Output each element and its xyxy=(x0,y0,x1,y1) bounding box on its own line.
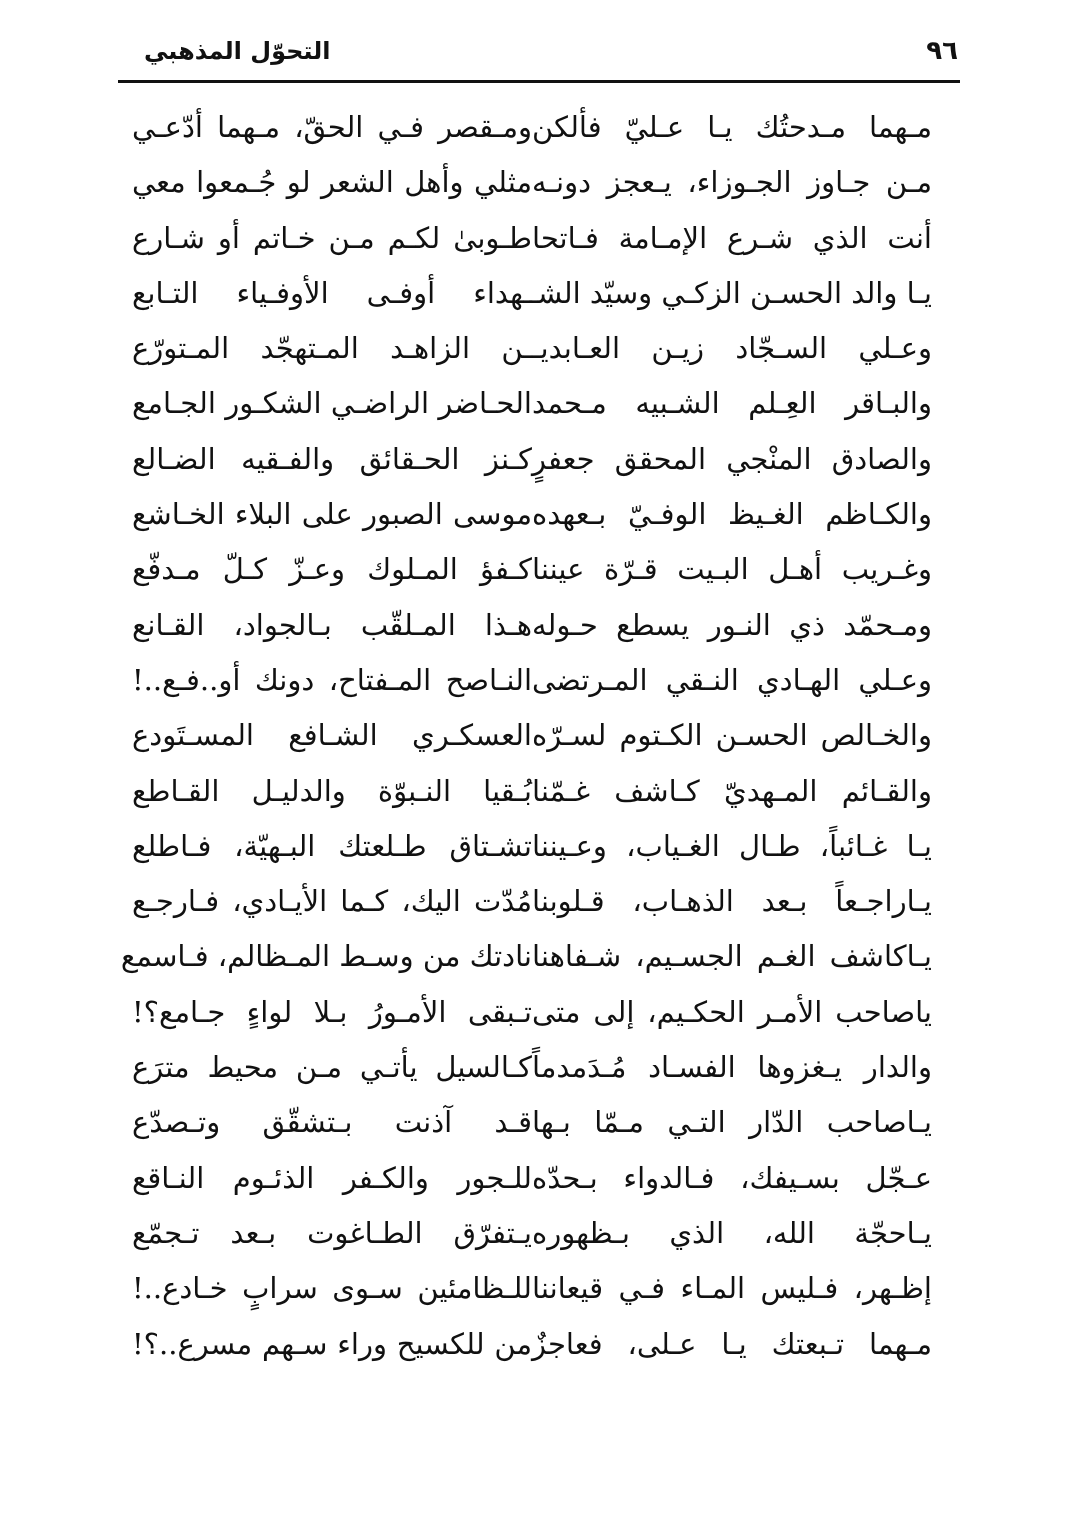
verse-first-hemistich: والقـائم المـهديّ كـاشف غـمّنا xyxy=(532,773,932,808)
poem-body xyxy=(118,100,960,1440)
verse-first-hemistich: أنت الذي شـرع الإمـامة فـاتحا xyxy=(532,220,932,255)
verse-first-hemistich: وعـلي الهـادي النـقي المـرتضى xyxy=(532,662,932,697)
verse-first-hemistich: والكـاظم الغـيظ الوفـيّ بـعهده xyxy=(532,497,932,532)
poem-second-hemistich-column xyxy=(120,100,532,1372)
verse-first-hemistich: يـاصاحب الدّار التـي مـمّا بـها xyxy=(532,1105,932,1140)
running-header xyxy=(118,28,960,83)
verse-second-hemistich: ـهداء أوفـى الأوفـياء التـابع xyxy=(132,275,532,310)
verse-second-hemistich: نادتك من وسـط المـظالم، فـاسمع xyxy=(120,939,532,974)
verse-first-hemistich: مـهما تـبعتك يـا عـلى، فعاجزٌ xyxy=(532,1326,932,1361)
verse-first-hemistich: ياصاحب الأمـر الحكـيم، إلى متى xyxy=(532,994,932,1029)
verse-second-hemistich: الحـاضر الراضـي الشكـور الجـامع xyxy=(132,386,532,421)
verse-second-hemistich: قـد آذنت بـتشقّق وتـصدّع xyxy=(132,1105,532,1140)
verse-first-hemistich: يـاكاشف الغـم الجسـيم، شـفاهنا xyxy=(532,939,932,974)
verse-second-hemistich: كـالسيل يأتـي مـن محيط مترَع xyxy=(132,1050,532,1085)
verse-second-hemistich: ومـقصر فـي الحقّ، مـهما أدّعـي xyxy=(132,110,532,144)
verse-second-hemistich: مُدّت اليك، كـما الأيـادي، فـارجـع xyxy=(132,884,532,919)
verse-second-hemistich: النـاصح المـفتاح، دونك أو..فـع..! xyxy=(132,662,532,697)
verse-second-hemistich: يـتفرّق الطـاغوت بـعد تـجمّع xyxy=(132,1215,532,1250)
verse-second-hemistich: للـظامئين سـوى سرابٍ خـادع..! xyxy=(132,1271,532,1306)
verse-second-hemistich: من للكسيح وراء سـهم مسرع..؟! xyxy=(132,1326,532,1361)
verse-first-hemistich: إظـهر، فـليس المـاء فـي قيعاننا xyxy=(532,1271,932,1306)
verse-second-hemistich: تشـتاق طـلعتك البـهيّة، فـاطلع xyxy=(132,828,532,863)
verse-second-hemistich: ـن الزاهـد المـتهجّد المـتورّع xyxy=(132,331,532,366)
verse-first-hemistich: عـجّل بسـيفك، فـالدواء بـحدّه xyxy=(532,1160,932,1195)
verse-first-hemistich: مـهما مـدحتُك يـا عـليّ فألكن xyxy=(532,110,932,144)
verse-first-hemistich: يـا غـائباً، طـال الغـياب، وعـيننا xyxy=(532,828,932,863)
poem-first-hemistich-column xyxy=(529,100,932,1372)
verse-first-hemistich: يـاحجّة الله، الذي بـظهوره xyxy=(532,1215,932,1250)
verse-first-hemistich: مـن جـاوز الجـوزاء، يـعجز دونـه xyxy=(532,165,932,200)
verse-first-hemistich: والدار يـغزوها الفسـاد مُـدَمدماً xyxy=(532,1050,932,1085)
verse-second-hemistich: كـنز الحـقائق والفـقيه الضـالع xyxy=(132,441,532,476)
verse-first-hemistich: يـاراجـعاً بـعد الذهـاب، قـلوبنا xyxy=(532,884,932,919)
verse-first-hemistich: وغـريب أهـل البـيت قـرّة عيننا xyxy=(532,552,932,587)
verse-second-hemistich: تـبقى الأمـورُ بـلا لواءٍ جـامع؟! xyxy=(132,994,532,1029)
verse-first-hemistich: ومـحمّد ذي النـور يسطع حـوله xyxy=(532,607,932,642)
verse-second-hemistich: العسكـري الشـافع المسـتَودع xyxy=(132,718,532,753)
verse-second-hemistich: كـفؤ المـلوك وعـزّ كـلّ مـدفّع xyxy=(132,552,532,587)
page-number: ٩٦ xyxy=(926,36,958,66)
verse-first-hemistich: والخـالص الحسـن الكـتوم لسـرّه xyxy=(532,718,932,753)
verse-second-hemistich: هـذا المـلقّب بـالجواد، القـانع xyxy=(132,607,532,642)
verse-first-hemistich: يـا والد الحسـن الزكـي وسيّد الشـ xyxy=(529,275,932,310)
book-title: التحوّل المذهبي xyxy=(144,37,331,65)
verse-second-hemistich: موسى الصبور على البلاء الخـاشع xyxy=(132,497,532,532)
verse-first-hemistich: والبـاقر العِـلم الشـبيه مـحمد xyxy=(532,386,932,421)
verse-first-hemistich: والصادق المنْجي المحقق جعفرٍ xyxy=(532,441,932,476)
verse-second-hemistich: للـجور والكـفر الذئـوم النـاقع xyxy=(132,1160,532,1195)
verse-first-hemistich: وعـلي السـجّاد زيـن العـابديـ xyxy=(532,331,932,366)
verse-second-hemistich: طـوبىٰ لكـم مـن خـاتم أو شـارع xyxy=(132,220,532,255)
verse-second-hemistich: مثلي وأهل الشعر لو جُـمعوا معي xyxy=(132,165,532,200)
verse-second-hemistich: بُـقيا النـبوّة والدليـل القـاطع xyxy=(132,773,532,808)
